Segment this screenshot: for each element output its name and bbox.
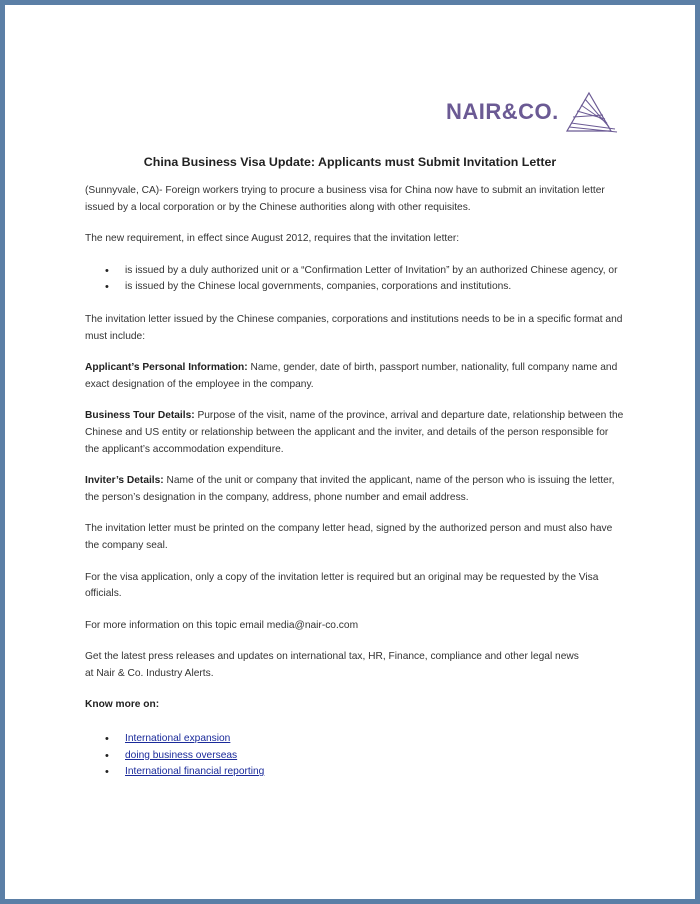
logo-text: NAIR&CO. (446, 99, 559, 124)
section-text: Purpose of the visit, name of the province, arrival and departure date, relationship between the Chinese and US entity or relationship between the applicant and the inviter, and details of the person responsible for the applicant’s accommodation expenditure. (85, 410, 624, 455)
alerts-line-2: at Nair & Co. Industry Alerts. (85, 667, 214, 679)
alerts-line-1: Get the latest press releases and updates on international tax, HR, Finance, compliance and other legal news (85, 651, 579, 663)
know-more-heading: Know more on: (85, 699, 160, 711)
list-item (85, 764, 625, 781)
requirement-intro: The new requirement, in effect since August 2012, requires that the invitation letter: (85, 233, 460, 245)
page-title: China Business Visa Update: Applicants must Submit Invitation Letter (143, 155, 557, 169)
intro-paragraph: (Sunnyvale, CA)- Foreign workers trying to procure a business visa for China now have to submit an invitation letter issued by a local corporation or by the Chinese authorities along with other requisites. (85, 185, 605, 213)
article-body (85, 183, 625, 797)
section-text: Name, gender, date of birth, passport number, nationality, full company name and exact designation of the employee in the company. (85, 362, 618, 390)
requirement-list (85, 263, 625, 296)
copy-note: For the visa application, only a copy of the invitation letter is required but an original may be requested by the Visa officials. (85, 571, 599, 600)
list-item (85, 748, 625, 765)
related-links-list (85, 731, 625, 781)
section-text: Name of the unit or company that invited the applicant, name of the person who is issuing the letter, the person’s designation in the company, address, phone number and email address. (85, 475, 615, 503)
contact-line: For more information on this topic email media@nair-co.com (85, 619, 359, 631)
link-international-financial-reporting[interactable]: International financial reporting (125, 766, 265, 778)
list-item: • is issued by a duly authorized unit or a “Confirmation Letter of Invitation” by an authorized Chinese agency, or (85, 263, 625, 280)
business-tour-section (85, 408, 625, 458)
list-item: • is issued by the Chinese local governments, companies, corporations and institutions. (85, 279, 625, 296)
applicant-info-section (85, 360, 625, 393)
link-international-expansion[interactable]: International expansion (125, 733, 231, 745)
list-item (85, 731, 625, 748)
printing-note: The invitation letter must be printed on the company letter head, signed by the authorized person and must also have the company seal. (85, 523, 613, 551)
document-page (5, 5, 695, 899)
section-heading: Inviter’s Details: (85, 475, 164, 487)
inviter-details-section (85, 473, 625, 506)
logo-mountain-icon (565, 91, 619, 133)
company-logo (446, 91, 619, 133)
alerts-paragraph (85, 649, 625, 682)
format-intro: The invitation letter issued by the Chinese companies, corporations and institutions needs to be in a specific format and must include: (85, 313, 623, 342)
link-doing-business-overseas[interactable]: doing business overseas (125, 749, 238, 761)
section-heading: Applicant’s Personal Information: (85, 362, 248, 374)
section-heading: Business Tour Details: (85, 410, 195, 422)
